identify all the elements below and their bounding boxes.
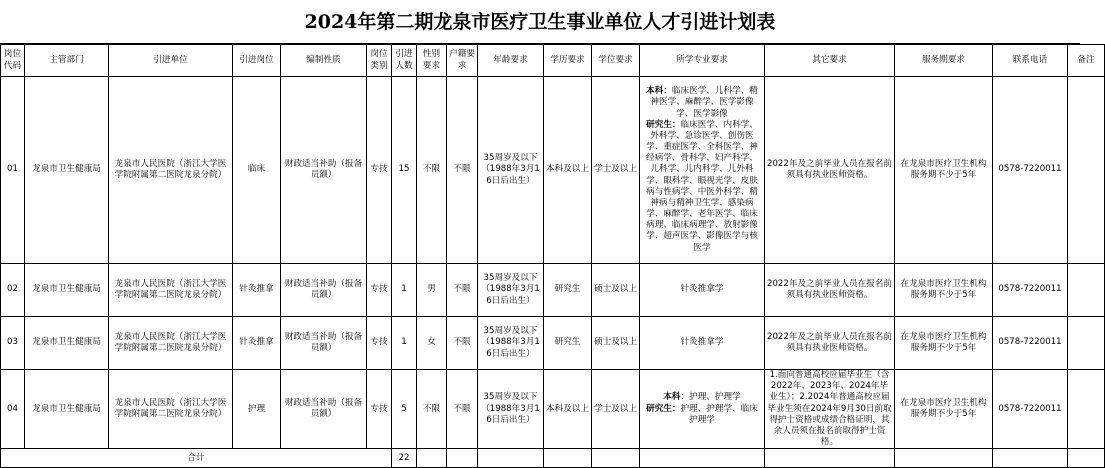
cell-count: 1 xyxy=(392,317,417,370)
cell-dept: 龙泉市卫生健康局 xyxy=(25,317,109,370)
cell-edu: 研究生 xyxy=(544,317,592,370)
cell-phone: 0578-7220011 xyxy=(993,77,1068,264)
cell-post: 针灸推拿 xyxy=(233,317,281,370)
header-unit: 引进单位 xyxy=(109,45,233,77)
cell-service: 在龙泉市医疗卫生机构服务期不少于5年 xyxy=(895,264,993,317)
cell-post: 针灸推拿 xyxy=(233,264,281,317)
total-count: 22 xyxy=(392,449,417,468)
cell-unit: 龙泉市人民医院（浙江大学医学院附属第二医院龙泉分院） xyxy=(109,370,233,449)
major-undergrad: 本科：临床医学、儿科学、精神医学、麻醉学、医学影像学、医学影像 xyxy=(646,86,758,119)
header-gender: 性别要求 xyxy=(417,45,447,77)
cell-phone: 0578-7220011 xyxy=(993,317,1068,370)
header-post: 引进岗位 xyxy=(233,45,281,77)
header-major: 所学专业要求 xyxy=(640,45,765,77)
cell-other: 1.面向普通高校应届毕业生（含2022年、2023年、2024年毕业生）；2.2024年普通高校应届毕业生须在2024年9月30日前取得护士资格或成绩合格证明，其余人员须在报名前取得护士资格。 xyxy=(765,370,895,449)
cell-age: 35周岁及以下（1988年3月16日后出生） xyxy=(478,370,544,449)
header-service: 服务期要求 xyxy=(895,45,993,77)
cell-phone: 0578-7220011 xyxy=(993,370,1068,449)
total-label: 合计 xyxy=(1,449,392,468)
cell-phone: 0578-7220011 xyxy=(993,264,1068,317)
cell-age: 35周岁及以下（1988年3月16日后出生） xyxy=(478,317,544,370)
cell-note xyxy=(1068,77,1105,264)
cell-count: 5 xyxy=(392,370,417,449)
cell-note xyxy=(1068,264,1105,317)
cell-count: 15 xyxy=(392,77,417,264)
cell-other: 2022年及之前毕业人员在报名前须具有执业医师资格。 xyxy=(765,317,895,370)
cell-dept: 龙泉市卫生健康局 xyxy=(25,264,109,317)
cell-degree: 硕士及以上 xyxy=(592,264,640,317)
page-title: 2024年第二期龙泉市医疗卫生事业单位人才引进计划表 xyxy=(0,0,1080,44)
header-category: 岗位类别 xyxy=(367,45,392,77)
cell-category: 专技 xyxy=(367,317,392,370)
cell-category: 专技 xyxy=(367,264,392,317)
cell-age: 35周岁及以下（1988年3月16日后出生） xyxy=(478,264,544,317)
header-edu: 学历要求 xyxy=(544,45,592,77)
table-row xyxy=(1,264,1105,317)
cell-unit: 龙泉市人民医院（浙江大学医学院附属第二医院龙泉分院） xyxy=(109,317,233,370)
cell-major: 针灸推拿学 xyxy=(640,264,765,317)
cell-other: 2022年及之前毕业人员在报名前须具有执业医师资格。 xyxy=(765,264,895,317)
cell-dept: 龙泉市卫生健康局 xyxy=(25,370,109,449)
major-grad: 研究生：临床医学、内科学、外科学、急诊医学、创伤医学、重症医学、全科医学、神经病学、骨科学、妇产科学、儿科学、儿内科学、儿外科学、眼科学、眼视光学、皮肤病与性病学、中医外科学、精神病与精神卫生学、感染病学、麻醉学、老年医学、临床病理、临床病理学、放射影像学、超声医学、影像医学与核医学 xyxy=(646,119,758,253)
table-row xyxy=(1,370,1105,449)
header-phone: 联系电话 xyxy=(993,45,1068,77)
cell-gender: 不限 xyxy=(417,77,447,264)
header-age: 年龄要求 xyxy=(478,45,544,77)
major-grad: 研究生：护理、护理学、临床护理学 xyxy=(646,403,758,425)
cell-degree: 学士及以上 xyxy=(592,370,640,449)
cell-note xyxy=(1068,317,1105,370)
cell-edu: 本科及以上 xyxy=(544,77,592,264)
cell-degree: 硕士及以上 xyxy=(592,317,640,370)
cell-edu: 研究生 xyxy=(544,264,592,317)
table-row xyxy=(1,317,1105,370)
cell-hukou: 不限 xyxy=(447,370,478,449)
table-row xyxy=(1,77,1105,264)
cell-edu: 本科及以上 xyxy=(544,370,592,449)
major-undergrad: 本科：护理、护理学 xyxy=(663,392,741,403)
cell-code: 02 xyxy=(1,264,25,317)
cell-code: 03 xyxy=(1,317,25,370)
header-degree: 学位要求 xyxy=(592,45,640,77)
plan-table xyxy=(0,44,1105,468)
cell-code: 04 xyxy=(1,370,25,449)
cell-gender: 女 xyxy=(417,317,447,370)
cell-service: 在龙泉市医疗卫生机构服务期不少于5年 xyxy=(895,317,993,370)
header-count: 引进人数 xyxy=(392,45,417,77)
cell-major xyxy=(640,370,765,449)
total-row xyxy=(1,449,1105,468)
cell-category: 专技 xyxy=(367,370,392,449)
cell-age: 35周岁及以下（1988年3月16日后出生） xyxy=(478,77,544,264)
cell-dept: 龙泉市卫生健康局 xyxy=(25,77,109,264)
cell-nature: 财政适当补助（报备员额） xyxy=(281,370,367,449)
cell-other: 2022年及之前毕业人员在报名前须具有执业医师资格。 xyxy=(765,77,895,264)
cell-post: 护理 xyxy=(233,370,281,449)
header-hukou: 户籍要求 xyxy=(447,45,478,77)
cell-unit: 龙泉市人民医院（浙江大学医学院附属第二医院龙泉分院） xyxy=(109,264,233,317)
header-note: 备注 xyxy=(1068,45,1105,77)
cell-unit: 龙泉市人民医院（浙江大学医学院附属第二医院龙泉分院） xyxy=(109,77,233,264)
cell-nature: 财政适当补助（报备员额） xyxy=(281,317,367,370)
cell-post: 临床 xyxy=(233,77,281,264)
cell-hukou: 不限 xyxy=(447,264,478,317)
cell-degree: 学士及以上 xyxy=(592,77,640,264)
cell-service: 在龙泉市医疗卫生机构服务期不少于5年 xyxy=(895,370,993,449)
header-code: 岗位代码 xyxy=(1,45,25,77)
cell-gender: 男 xyxy=(417,264,447,317)
cell-gender: 不限 xyxy=(417,370,447,449)
header-dept: 主管部门 xyxy=(25,45,109,77)
cell-note xyxy=(1068,370,1105,449)
cell-major xyxy=(640,77,765,264)
header-nature: 编制性质 xyxy=(281,45,367,77)
cell-code: 01 xyxy=(1,77,25,264)
cell-service: 在龙泉市医疗卫生机构服务期不少于5年 xyxy=(895,77,993,264)
cell-count: 1 xyxy=(392,264,417,317)
header-row xyxy=(1,45,1105,77)
cell-major: 针灸推拿学 xyxy=(640,317,765,370)
cell-nature: 财政适当补助（报备员额） xyxy=(281,77,367,264)
cell-nature: 财政适当补助（报备员额） xyxy=(281,264,367,317)
cell-hukou: 不限 xyxy=(447,77,478,264)
cell-hukou: 不限 xyxy=(447,317,478,370)
cell-category: 专技 xyxy=(367,77,392,264)
header-other: 其它要求 xyxy=(765,45,895,77)
